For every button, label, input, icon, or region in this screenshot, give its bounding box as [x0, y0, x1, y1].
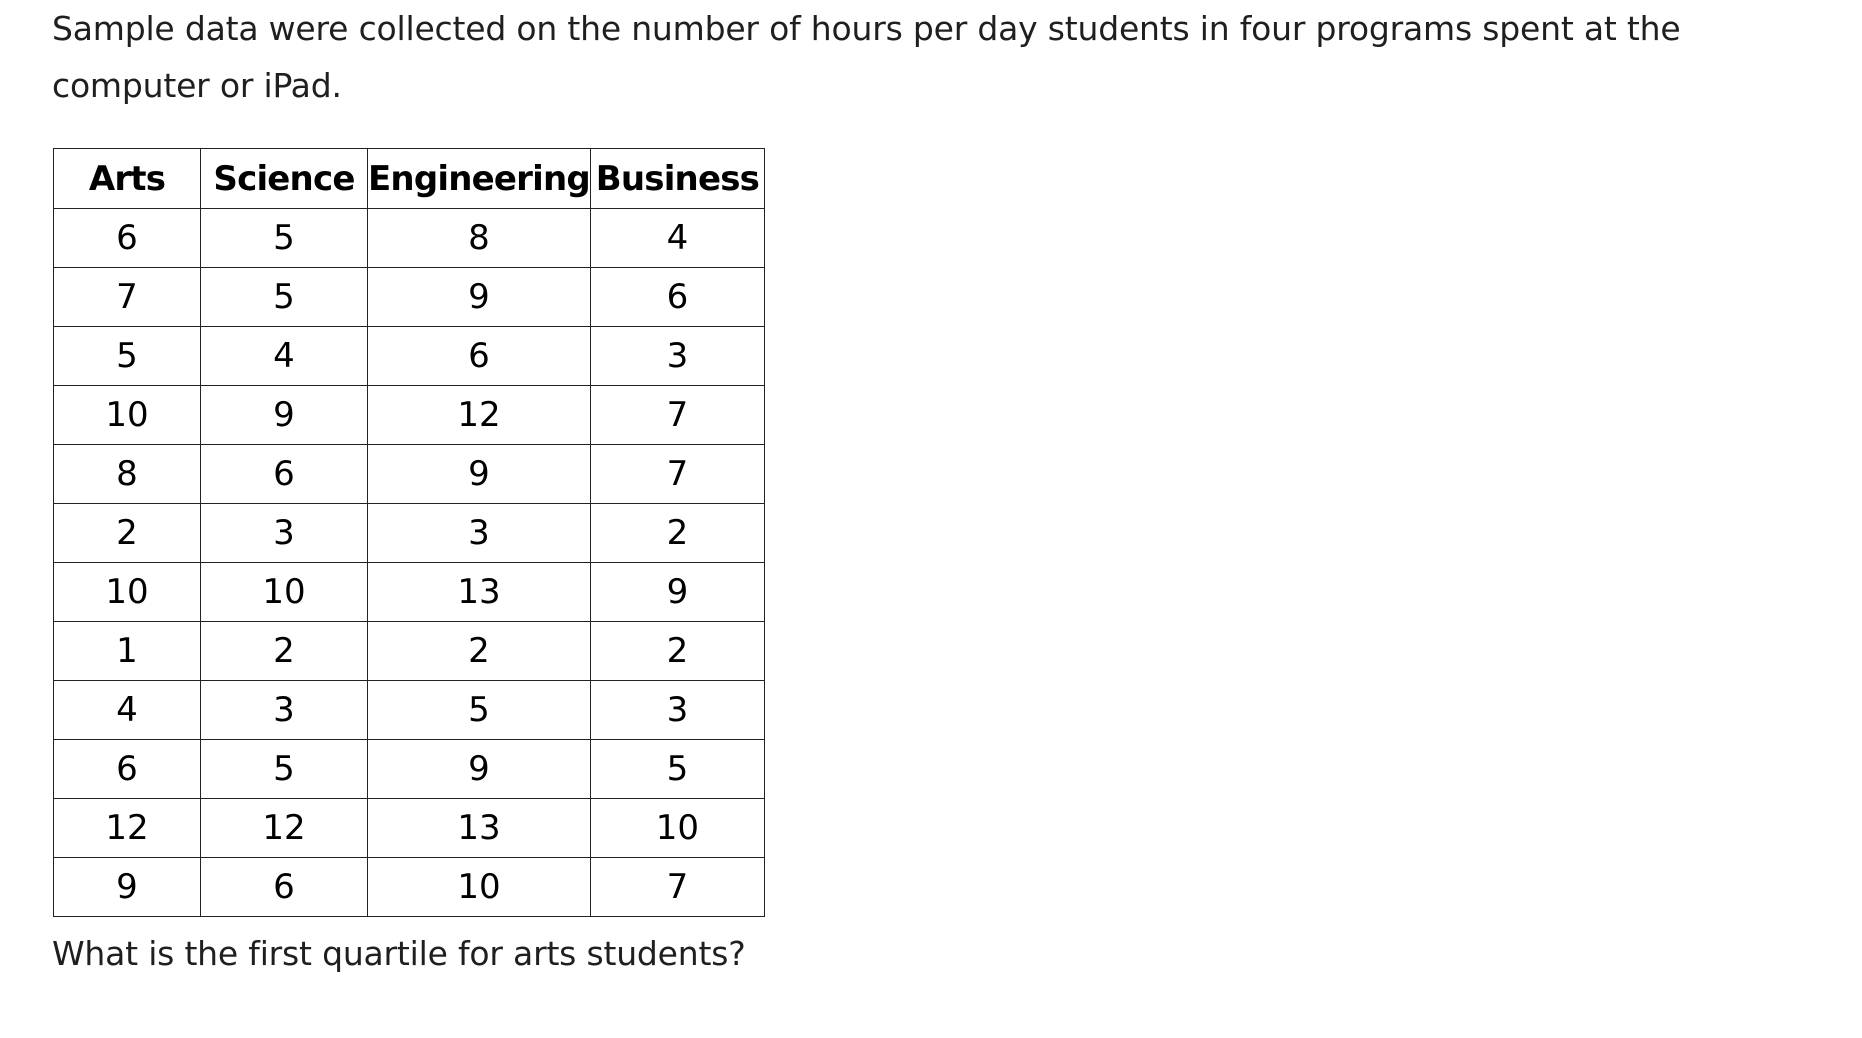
table-cell-business: 7 — [590, 858, 764, 917]
column-header-engineering: Engineering — [368, 149, 591, 209]
table-cell-science: 5 — [201, 740, 368, 799]
table-cell-business: 3 — [590, 681, 764, 740]
table-header-row — [54, 149, 765, 209]
table-cell-business: 2 — [590, 622, 764, 681]
table-row — [54, 327, 765, 386]
table-cell-business: 3 — [590, 327, 764, 386]
table-cell-arts: 4 — [54, 681, 201, 740]
table-cell-business: 4 — [590, 209, 764, 268]
table-cell-business: 7 — [590, 386, 764, 445]
table-row — [54, 445, 765, 504]
table-cell-arts: 10 — [54, 563, 201, 622]
table-cell-engineering: 8 — [368, 209, 591, 268]
hours-data-table — [53, 148, 765, 917]
table-cell-arts: 1 — [54, 622, 201, 681]
table-cell-science: 4 — [201, 327, 368, 386]
table-cell-arts: 12 — [54, 799, 201, 858]
table-row — [54, 563, 765, 622]
table-cell-arts: 6 — [54, 209, 201, 268]
table-cell-engineering: 9 — [368, 268, 591, 327]
table-cell-arts: 10 — [54, 386, 201, 445]
table-cell-science: 3 — [201, 504, 368, 563]
table-cell-science: 9 — [201, 386, 368, 445]
table-cell-engineering: 13 — [368, 799, 591, 858]
table-body — [54, 209, 765, 917]
table-cell-engineering: 10 — [368, 858, 591, 917]
table-row — [54, 622, 765, 681]
table-cell-science: 6 — [201, 445, 368, 504]
table-row — [54, 858, 765, 917]
column-header-arts: Arts — [54, 149, 201, 209]
intro-paragraph: Sample data were collected on the number of hours per day students in four programs spent at the computer or iPad. — [52, 9, 1681, 105]
table-cell-arts: 2 — [54, 504, 201, 563]
table-cell-science: 6 — [201, 858, 368, 917]
table-cell-arts: 9 — [54, 858, 201, 917]
table-cell-engineering: 2 — [368, 622, 591, 681]
table-cell-arts: 6 — [54, 740, 201, 799]
table-cell-arts: 8 — [54, 445, 201, 504]
table-cell-science: 3 — [201, 681, 368, 740]
table-cell-engineering: 6 — [368, 327, 591, 386]
table-cell-engineering: 9 — [368, 445, 591, 504]
table-cell-engineering: 3 — [368, 504, 591, 563]
table-cell-engineering: 13 — [368, 563, 591, 622]
table-cell-science: 12 — [201, 799, 368, 858]
table-cell-business: 5 — [590, 740, 764, 799]
table-cell-arts: 7 — [54, 268, 201, 327]
table-row — [54, 740, 765, 799]
question-text: What is the first quartile for arts students? — [52, 934, 746, 973]
table-cell-science: 5 — [201, 209, 368, 268]
table-cell-science: 10 — [201, 563, 368, 622]
table-cell-engineering: 12 — [368, 386, 591, 445]
column-header-business: Business — [590, 149, 764, 209]
table-row — [54, 799, 765, 858]
table-row — [54, 386, 765, 445]
table-cell-business: 2 — [590, 504, 764, 563]
table-cell-business: 6 — [590, 268, 764, 327]
table-cell-business: 7 — [590, 445, 764, 504]
table-row — [54, 268, 765, 327]
table-row — [54, 209, 765, 268]
column-header-science: Science — [201, 149, 368, 209]
table-cell-arts: 5 — [54, 327, 201, 386]
table-cell-business: 9 — [590, 563, 764, 622]
table-cell-engineering: 5 — [368, 681, 591, 740]
table-cell-science: 2 — [201, 622, 368, 681]
table-cell-science: 5 — [201, 268, 368, 327]
table-cell-business: 10 — [590, 799, 764, 858]
table-row — [54, 681, 765, 740]
table-cell-engineering: 9 — [368, 740, 591, 799]
table-row — [54, 504, 765, 563]
